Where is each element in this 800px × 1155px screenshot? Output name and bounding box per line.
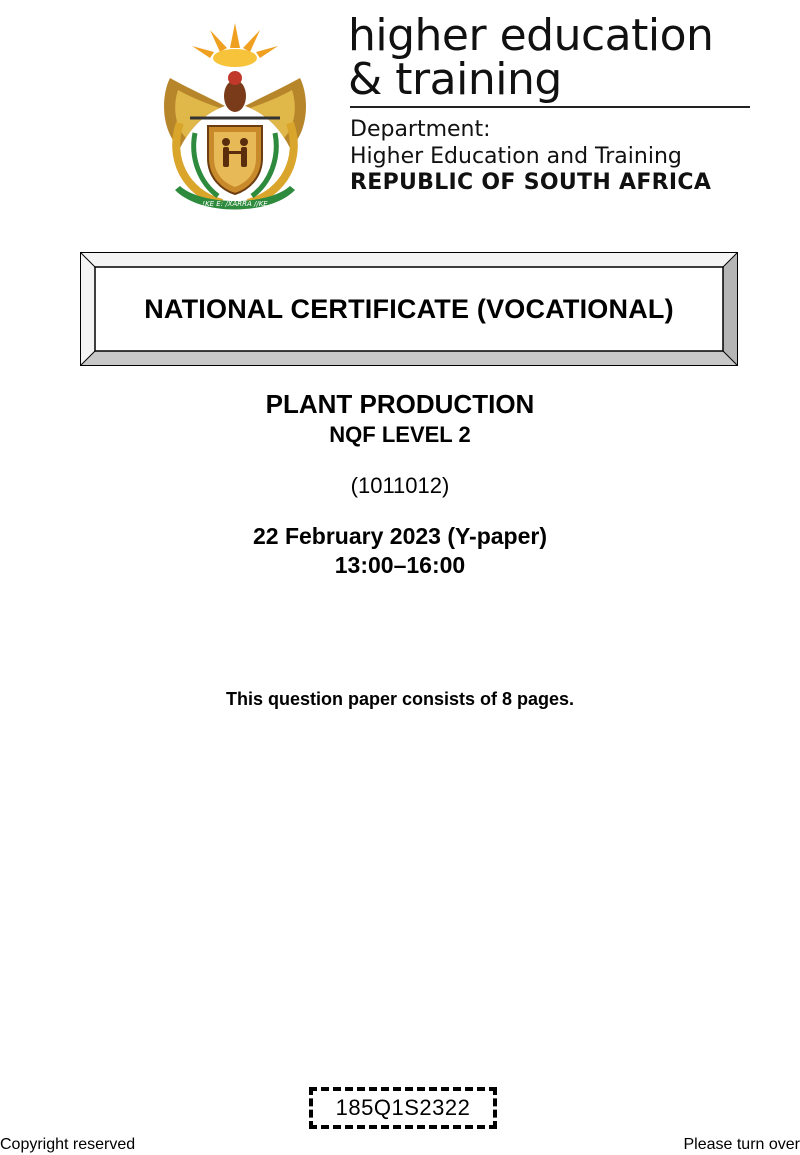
certificate-title-frame	[80, 252, 738, 366]
paper-id-box	[309, 1087, 497, 1129]
country-name: REPUBLIC OF SOUTH AFRICA	[350, 170, 712, 195]
coat-of-arms-icon	[150, 18, 320, 216]
paper-id: 185Q1S2322	[335, 1095, 471, 1120]
department-name: Higher Education and Training	[350, 144, 682, 169]
department-label: Department:	[350, 117, 491, 142]
brand-divider	[350, 106, 750, 108]
certificate-title: NATIONAL CERTIFICATE (VOCATIONAL)	[144, 293, 674, 324]
subject-code: (1011012)	[350, 473, 450, 498]
page-count-note: This question paper consists of 8 pages.	[225, 689, 575, 709]
nqf-level: NQF LEVEL 2	[329, 422, 471, 447]
exam-date: 22 February 2023 (Y-paper)	[252, 523, 548, 549]
brand-line-2: & training	[348, 54, 562, 105]
copyright-notice: Copyright reserved	[0, 1136, 136, 1153]
exam-time: 13:00–16:00	[334, 552, 466, 578]
emblem-motto: !KE E: /XARRA //KE	[202, 200, 268, 208]
brand-line-1: higher education	[348, 10, 714, 61]
turn-over-notice: Please turn over	[683, 1136, 800, 1153]
subject-title: PLANT PRODUCTION	[265, 389, 535, 419]
